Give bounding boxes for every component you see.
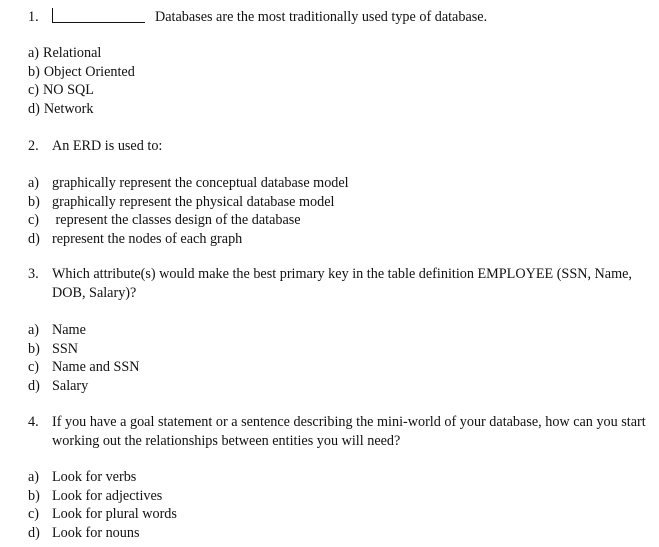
option-text: Relational xyxy=(43,45,102,61)
question-number: 4. xyxy=(28,414,39,430)
option-c[interactable]: c) represent the classes design of the database xyxy=(28,212,301,228)
option-text: represent the nodes of each graph xyxy=(52,230,243,247)
option-text: Look for adjectives xyxy=(52,487,163,504)
question-text: Databases are the most traditionally used type of database. xyxy=(155,9,488,25)
option-c[interactable]: c) NO SQL xyxy=(28,82,94,98)
option-b[interactable]: b) SSN xyxy=(28,340,79,357)
question-2 xyxy=(28,137,648,156)
option-a[interactable]: a) Relational xyxy=(28,45,102,61)
option-text: represent the classes design of the database xyxy=(52,212,301,228)
question-number: 3. xyxy=(28,266,39,282)
option-a[interactable]: a) graphically represent the conceptual database model xyxy=(28,175,349,191)
question-text: If you have a goal statement or a sentence describing the mini-world of your database, how can you start working out the relationships between entities you will need? xyxy=(52,414,646,449)
option-d[interactable]: d) represent the nodes of each graph xyxy=(28,230,243,247)
question-4-options xyxy=(28,468,628,542)
option-text: graphically represent the conceptual database model xyxy=(52,175,349,191)
option-text: Look for verbs xyxy=(52,469,137,485)
option-a[interactable]: a) Look for verbs xyxy=(28,469,137,485)
option-d[interactable]: d) Salary xyxy=(28,377,89,394)
option-text: SSN xyxy=(52,340,79,357)
option-text: Name xyxy=(52,322,86,338)
question-1 xyxy=(28,8,648,27)
option-text: Look for plural words xyxy=(52,506,177,522)
option-text: Look for nouns xyxy=(52,524,140,541)
question-1-options xyxy=(28,44,628,118)
option-text: Object Oriented xyxy=(43,63,135,80)
question-number: 2. xyxy=(28,138,39,154)
option-text: Name and SSN xyxy=(52,359,140,375)
question-number: 1. xyxy=(28,9,39,25)
option-b[interactable]: b) graphically represent the physical database model xyxy=(28,193,335,210)
option-d[interactable]: d) Network xyxy=(28,100,94,117)
option-d[interactable]: d) Look for nouns xyxy=(28,524,140,541)
question-2-options xyxy=(28,174,628,248)
question-text: Which attribute(s) would make the best primary key in the table definition EMPLOYEE (SSN, Name, DOB, Salary)? xyxy=(52,266,632,301)
option-text: graphically represent the physical database model xyxy=(52,193,335,210)
question-3 xyxy=(28,265,648,302)
question-4 xyxy=(28,413,648,450)
option-text: NO SQL xyxy=(43,82,94,98)
option-b[interactable]: b) Look for adjectives xyxy=(28,487,163,504)
question-text: An ERD is used to: xyxy=(52,138,163,154)
option-text: Salary xyxy=(52,377,89,394)
answer-blank[interactable] xyxy=(52,8,145,23)
option-c[interactable]: c) Look for plural words xyxy=(28,506,177,522)
option-b[interactable]: b) Object Oriented xyxy=(28,63,135,80)
option-a[interactable]: a) Name xyxy=(28,322,86,338)
question-3-options xyxy=(28,321,628,395)
option-c[interactable]: c) Name and SSN xyxy=(28,359,140,375)
option-text: Network xyxy=(43,100,94,117)
